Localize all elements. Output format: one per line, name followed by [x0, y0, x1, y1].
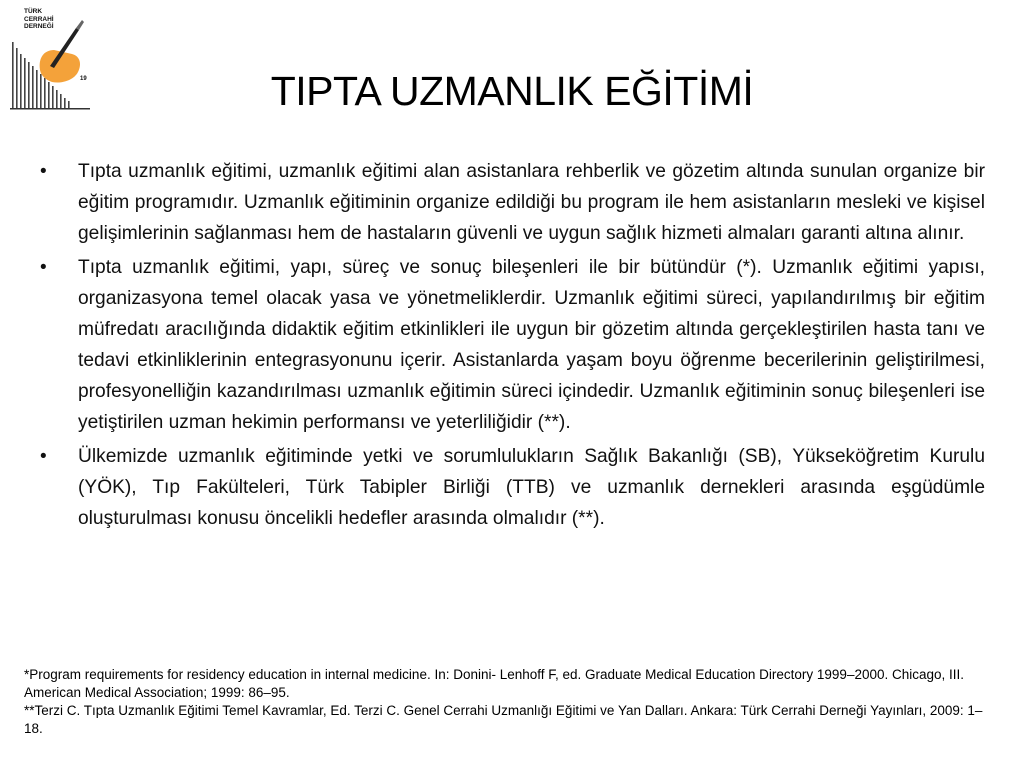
bullet-icon: • — [40, 446, 47, 467]
logo-line-2: CERRAHİ — [24, 15, 54, 23]
bullet-text: Ülkemizde uzmanlık eğitiminde yetki ve sorumlulukların Sağlık Bakanlığı (SB), Yükseköğretim Kurulu (YÖK), Tıp Fakülteleri, Türk Tabipler Birliği (TTB) ve uzmanlık dernekleri arasında eşgüdümle oluşturulması konusu öncelikli hedefler arasında olmalıdır (**). — [78, 446, 985, 529]
logo-line-3: DERNEĞİ — [24, 23, 54, 30]
footnotes — [24, 666, 994, 738]
bullet-text: Tıpta uzmanlık eğitimi, yapı, süreç ve sonuç bileşenleri ile bir bütündür (*). Uzmanlık eğitimi yapısı, organizasyona temel olacak yasa ve yönetmeliklerdir. Uzmanlık eğitimi süreci, yapılandırılmış bir eğitim müfredatı aracılığında didaktik eğitim etkinlikleri ile uygun bir gözetim altında gerçekleştirilen hasta tanı ve tedavi etkinliklerinin entegrasyonunu içerir. Asistanlarda yaşam boyu öğrenme becerilerinin geliştirilmesi, profesyonelliğin kazandırılması uzmanlık eğitimin süreci içindedir. Uzmanlık eğitiminin sonuç bileşenleri ise yetiştirilen uzman hekimin performansı ve yeterliliğidir (**). — [78, 257, 985, 433]
footnote-1: *Program requirements for residency education in internal medicine. In: Donini- Lenhoff F, ed. Graduate Medical Education Directory 1999–2000. Chicago, III. American Medical Association; 1999: 86–95. — [24, 667, 965, 700]
bullet-icon: • — [40, 257, 47, 278]
bullet-item — [40, 156, 985, 249]
bullet-list — [40, 156, 985, 537]
bullet-item — [40, 252, 985, 438]
logo-wordmark — [24, 8, 54, 31]
logo-year-number: 19 — [80, 76, 87, 82]
bullet-text: Tıpta uzmanlık eğitimi, uzmanlık eğitimi alan asistanlara rehberlik ve gözetim altında sunulan organize bir eğitim programıdır. Uzmanlık eğitiminin organize edildiği bu program ile hem asistanların mesleki ve kişisel gelişimlerinin sağlanması hem de hastaların güvenli ve uygun sağlık hizmeti almaları garanti altına alınır. — [78, 161, 985, 244]
slide-title: TIPTA UZMANLIK EĞİTİMİ — [270, 68, 754, 114]
logo-line-1: TÜRK — [24, 8, 43, 15]
bullet-item — [40, 441, 985, 534]
footnote-2: **Terzi C. Tıpta Uzmanlık Eğitimi Temel Kavramlar, Ed. Terzi C. Genel Cerrahi Uzmanlığı Eğitimi ve Yan Dalları. Ankara: Türk Cerrahi Derneği Yayınları, 2009: 1–18. — [24, 703, 983, 736]
bullet-icon: • — [40, 161, 47, 182]
